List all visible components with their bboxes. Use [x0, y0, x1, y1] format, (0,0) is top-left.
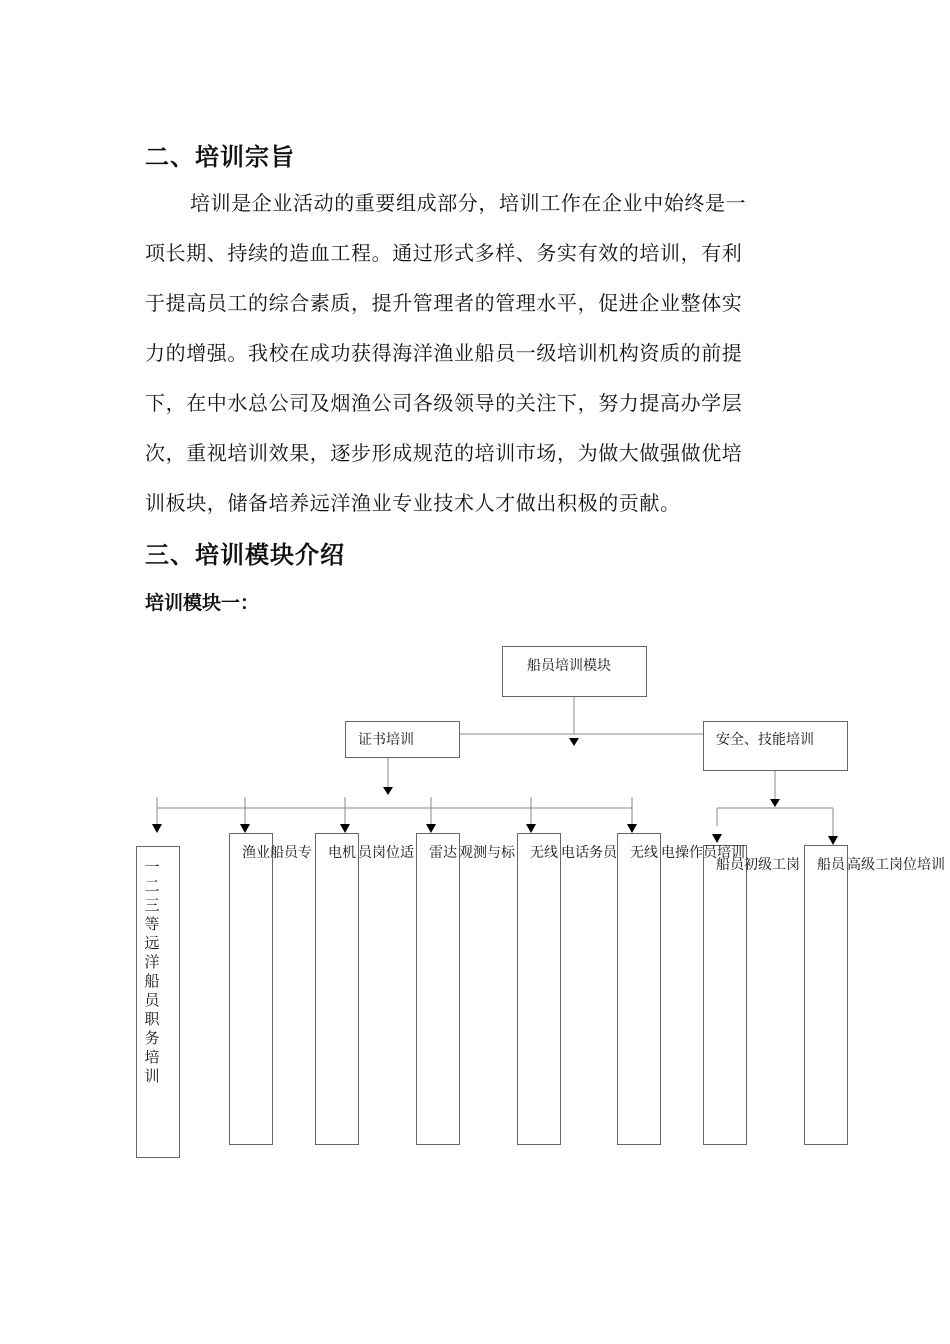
- paragraph-line-7: 训板块，储备培养远洋渔业专业技术人才做出积极的贡献。: [145, 491, 681, 515]
- node-safety-training-label: 安全、技能培训: [716, 732, 814, 748]
- leaf-junior-label: 船员初级工岗: [716, 857, 800, 873]
- leaf-box-radio-operator: [617, 833, 661, 1145]
- paragraph-line-1: 培训是企业活动的重要组成部分，培训工作在企业中始终是一: [190, 191, 747, 215]
- arrow-root: [569, 738, 579, 746]
- leaf-senior-label-a: 船员: [817, 857, 845, 873]
- leaf-box-electric: [315, 833, 359, 1145]
- leaf-radio2-label-b: 电操作员培训: [661, 845, 745, 861]
- leaf-box-radio: [517, 833, 561, 1145]
- paragraph-line-3: 于提高员工的综合素质，提升管理者的管理水平，促进企业整体实: [145, 291, 743, 315]
- leaf-radar-label-a: 雷达: [429, 845, 457, 861]
- leaf-box-senior: [804, 845, 848, 1145]
- leaf-radio2-label-a: 无线: [630, 845, 658, 861]
- leaf-radar-label-b: 观测与标: [459, 845, 515, 861]
- section-heading-purpose: 二、培训宗旨: [145, 143, 295, 171]
- module-one-heading: 培训模块一：: [145, 592, 260, 614]
- leaf-electric-label-b: 员岗位适: [358, 845, 414, 861]
- paragraph-line-5: 下，在中水总公司及烟渔公司各级领导的关注下，努力提高办学层: [145, 391, 743, 415]
- paragraph-line-2: 项长期、持续的造血工程。通过形式多样、务实有效的培训，有利: [145, 241, 743, 265]
- node-cert-training-label: 证书培训: [358, 732, 414, 748]
- leaf-crew-duty-label: 一二三等远洋船员职务培训: [144, 858, 160, 1085]
- leaf-senior-label-b: 高级工岗位培训: [847, 857, 945, 873]
- paragraph-line-4: 力的增强。我校在成功获得海洋渔业船员一级培训机构资质的前提: [145, 341, 743, 365]
- leaf-box-fishery: [229, 833, 273, 1145]
- leaf-box-radar: [416, 833, 460, 1145]
- leaf-box-junior: [703, 845, 747, 1145]
- node-root-label: 船员培训模块: [527, 658, 611, 674]
- leaf-electric-label-a: 电机: [328, 845, 356, 861]
- leaf-radio-label-a: 无线: [530, 845, 558, 861]
- leaf-fishery-label: 渔业船员专: [242, 845, 312, 861]
- paragraph-line-6: 次，重视培训效果，逐步形成规范的培训市场，为做大做强做优培: [145, 441, 743, 465]
- leaf-radio-label-b: 电话务员: [561, 845, 617, 861]
- section-heading-modules: 三、培训模块介绍: [145, 541, 345, 569]
